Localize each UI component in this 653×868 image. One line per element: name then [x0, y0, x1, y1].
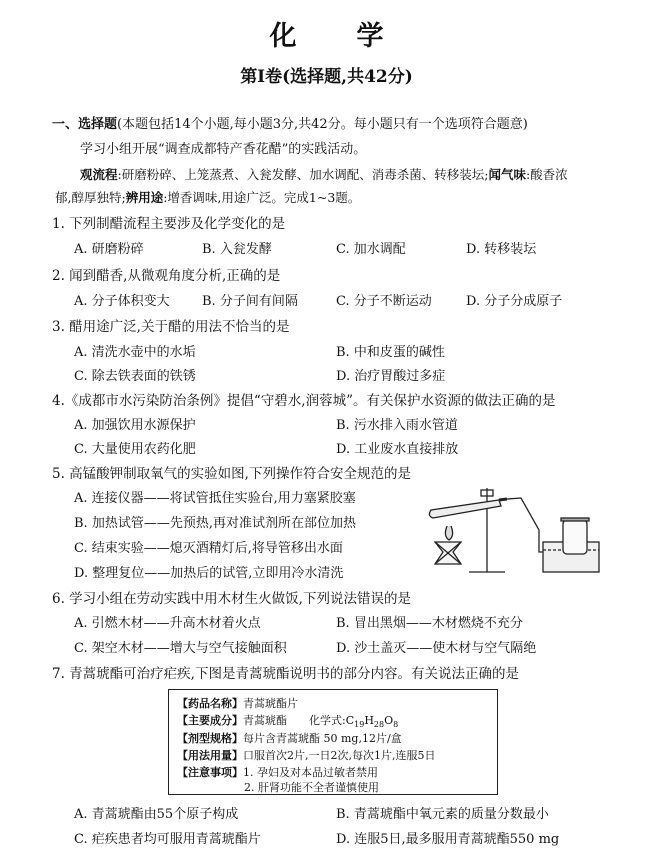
- q7-option-c[interactable]: C. 疟疾患者均可服用青蒿琥酯片: [74, 832, 261, 847]
- oxygen-apparatus-diagram: [425, 480, 605, 580]
- q1-option-c[interactable]: C. 加水调配: [336, 242, 406, 257]
- q2-option-c[interactable]: C. 分子不断运动: [336, 294, 432, 309]
- question-6-stem: 6. 学习小组在劳动实践中用木材生火做饭,下列说法错误的是: [52, 591, 411, 607]
- page-title: [0, 14, 653, 53]
- q4-option-b[interactable]: B. 污水排入雨水管道: [336, 418, 458, 433]
- title-char-2: 学: [356, 21, 384, 52]
- q6-option-d[interactable]: D. 沙土盖灭——使木材与空气隔绝: [336, 641, 537, 656]
- q2-option-b[interactable]: B. 分子间有间隔: [202, 294, 298, 309]
- page-subtitle: 第Ⅰ卷(选择题,共42分): [240, 67, 413, 87]
- question-2-stem: 2. 闻到醋香,从微观角度分析,正确的是: [52, 268, 281, 284]
- q5-option-c[interactable]: C. 结束实验——熄灭酒精灯后,将导管移出水面: [74, 541, 343, 556]
- label-row-notes-2: 2. 肝肾功能不全者谨慎使用: [244, 781, 379, 794]
- q7-option-b[interactable]: B. 青蒿琥酯中氧元素的质量分数最小: [336, 807, 549, 822]
- q7-option-a[interactable]: A. 青蒿琥酯由55个原子构成: [74, 807, 239, 822]
- section-heading: [52, 116, 528, 133]
- q3-option-a[interactable]: A. 清洗水壶中的水垢: [74, 345, 196, 360]
- q1-option-a[interactable]: A. 研磨粉碎: [74, 242, 144, 257]
- q5-option-b[interactable]: B. 加热试管——先预热,再对准试剂所在部位加热: [74, 516, 356, 531]
- q6-option-c[interactable]: C. 架空木材——增大与空气接触面积: [74, 641, 287, 656]
- question-5-stem: 5. 高锰酸钾制取氧气的实验如图,下列操作符合安全规范的是: [52, 466, 411, 482]
- scenario-line-1: [80, 166, 568, 183]
- q1-option-d[interactable]: D. 转移装坛: [466, 242, 537, 257]
- observe-label: 观流程: [80, 167, 118, 182]
- use-label: 辨用途: [125, 190, 164, 205]
- section-intro: 学习小组开展“调查成都特产香花醋”的实践活动。: [80, 142, 367, 157]
- label-row-spec: 【剂型规格】每片含青蒿琥酯 50 mg,12片/盒: [177, 732, 402, 745]
- q4-option-a[interactable]: A. 加强饮用水源保护: [74, 418, 196, 433]
- chemical-formula: $C_{19}H_{28}O_8$: [345, 714, 399, 730]
- q3-option-b[interactable]: B. 中和皮蛋的碱性: [336, 345, 445, 360]
- title-char-1: 化: [269, 21, 297, 52]
- q6-option-b[interactable]: B. 冒出黑烟——木材燃烧不充分: [336, 616, 523, 631]
- smell-cont: 郁,醇厚独特;: [55, 190, 126, 205]
- stopper: [499, 499, 507, 500]
- smell-label: 闻气味: [488, 167, 526, 182]
- q2-option-d[interactable]: D. 分子分成原子: [466, 294, 563, 309]
- q4-option-d[interactable]: D. 工业废水直接排放: [336, 442, 459, 457]
- q3-option-c[interactable]: C. 除去铁表面的铁锈: [74, 369, 196, 384]
- question-3-stem: 3. 醋用途广泛,关于醋的用法不恰当的是: [52, 319, 290, 335]
- section-heading-label: 一、选择题: [52, 117, 118, 132]
- q5-option-d[interactable]: D. 整理复位——加热后的试管,立即用冷水清洗: [74, 566, 344, 581]
- question-1-stem: 1. 下列制醋流程主要涉及化学变化的是: [52, 216, 286, 232]
- use-text: :增香调味,用途广泛。完成1~3题。: [163, 190, 361, 205]
- lamp-flame: [445, 526, 452, 540]
- label-row-dosage: 【用法用量】口服首次2片,一日2次,每次1片,连服5日: [177, 749, 436, 762]
- label-row-ingredient: 【主要成分】青蒿琥酯 化学式$:C_{19}H_{28}O_8$: [177, 714, 399, 730]
- q5-option-a[interactable]: A. 连接仪器——将试管抵住实验台,用力塞紧胶塞: [74, 491, 356, 506]
- bottle-glass-plate: [561, 518, 589, 521]
- drug-label-card: [168, 689, 498, 795]
- question-4-stem: 4.《成都市水污染防治条例》提倡“守碧水,润蓉城”。有关保护水资源的做法正确的是: [52, 393, 556, 409]
- label-row-name: 【药品名称】青蒿琥酯片: [177, 697, 298, 710]
- q1-option-b[interactable]: B. 入瓮发酵: [202, 242, 272, 257]
- label-row-notes: 【注意事项】1. 孕妇及对本品过敏者禁用: [177, 766, 378, 779]
- q7-option-d[interactable]: D. 连服5日,最多服用青蒿琥酯550 mg: [336, 832, 560, 847]
- q3-option-d[interactable]: D. 治疗胃酸过多症: [336, 369, 446, 384]
- q4-option-c[interactable]: C. 大量使用农药化肥: [74, 442, 196, 457]
- smell-text: :酸香浓: [525, 167, 568, 182]
- question-7-stem: 7. 青蒿琥酯可治疗疟疾,下图是青蒿琥酯说明书的部分内容。有关说法正确的是: [52, 666, 519, 682]
- scenario-line-2: [55, 189, 360, 206]
- gas-bottle: [563, 520, 587, 554]
- q2-option-a[interactable]: A. 分子体积变大: [74, 294, 170, 309]
- section-instruction: (本题包括14个小题,每小题3分,共42分。每小题只有一个选项符合题意): [117, 117, 528, 132]
- q6-option-a[interactable]: A. 引燃木材——升高木材着火点: [74, 616, 261, 631]
- observe-text: :研磨粉碎、上笼蒸煮、入瓮发酵、加水调配、消毒杀菌、转移装坛;: [117, 167, 489, 182]
- test-tube: [429, 500, 501, 518]
